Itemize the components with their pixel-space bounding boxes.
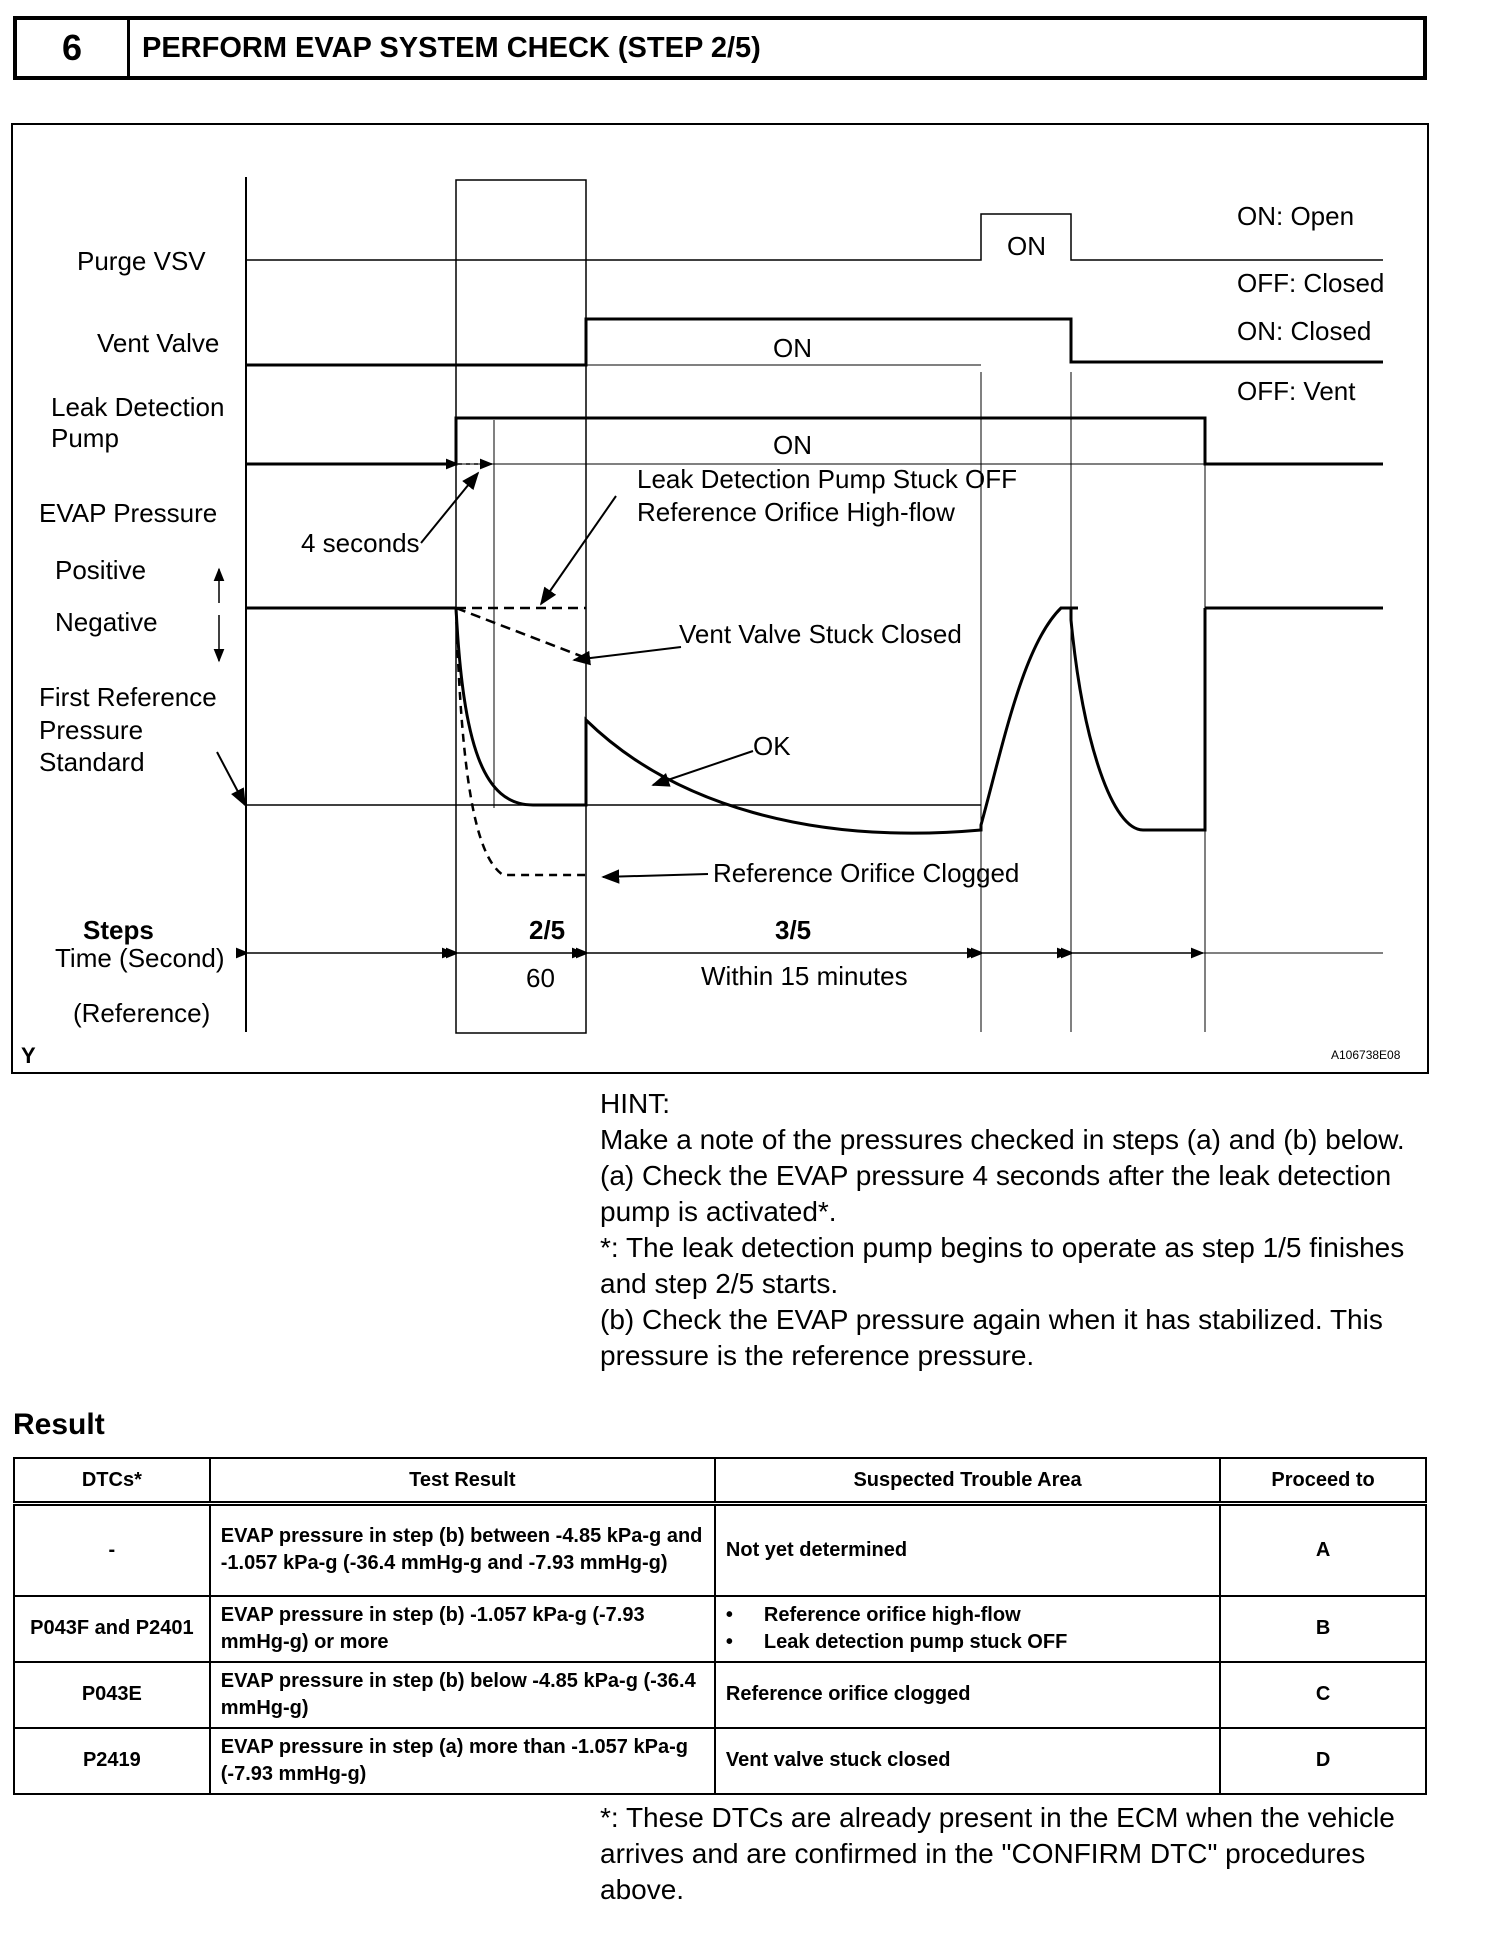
test-result-cell: EVAP pressure in step (b) -1.057 kPa-g (-7.93 mmHg-g) or more <box>210 1596 715 1662</box>
purge-off-state: OFF: Closed <box>1237 268 1385 298</box>
orifice-clogged-arrow <box>603 874 708 877</box>
purge-on-label: ON <box>1007 231 1046 261</box>
proceed-cell: A <box>1220 1504 1426 1596</box>
purge-on-state: ON: Open <box>1237 201 1355 231</box>
step-header <box>13 16 1427 80</box>
reference-label: (Reference) <box>73 998 211 1028</box>
timing-diagram <box>11 123 1429 1074</box>
vent-stuck-arrow <box>574 647 681 660</box>
table-header-row <box>14 1458 1426 1504</box>
time-60-label: 60 <box>526 963 555 993</box>
timing-diagram-svg <box>13 125 1431 1076</box>
hint-line-4: (b) Check the EVAP pressure again when it has stabilized. This pressure is the reference pressure. <box>600 1304 1383 1371</box>
hint-title: HINT: <box>600 1088 670 1119</box>
step-number: 6 <box>17 20 130 76</box>
vent-off-state: OFF: Vent <box>1237 376 1356 406</box>
trouble-area-cell: Vent valve stuck closed <box>715 1728 1220 1794</box>
table-row <box>14 1596 1426 1662</box>
header-dtcs: DTCs* <box>14 1458 210 1504</box>
within-15-label: Within 15 minutes <box>701 961 908 991</box>
hint-block <box>600 1086 1430 1374</box>
pump-stuck-off-label: Leak Detection Pump Stuck OFF <box>637 464 1018 494</box>
footnote: *: These DTCs are already present in the ECM when the vehicle arrives and are confirmed in the "CONFIRM DTC" procedures above. <box>600 1802 1395 1905</box>
proceed-cell: D <box>1220 1728 1426 1794</box>
vent-valve-signal <box>246 319 1383 365</box>
purge-vsv-label: Purge VSV <box>77 246 206 276</box>
bullet-item <box>726 1629 1209 1656</box>
result-title: Result <box>13 1408 105 1441</box>
test-result-cell: EVAP pressure in step (a) more than -1.057 kPa-g (-7.93 mmHg-g) <box>210 1728 715 1794</box>
first-reference-arrow <box>217 752 245 805</box>
purge-vsv-signal <box>246 214 1383 260</box>
step-title: PERFORM EVAP SYSTEM CHECK (STEP 2/5) <box>142 31 761 64</box>
hint-line-3: *: The leak detection pump begins to operate as step 1/5 finishes and step 2/5 starts. <box>600 1232 1405 1299</box>
figure-id: A106738E08 <box>1331 1048 1401 1062</box>
dtc-cell: P043E <box>14 1662 210 1728</box>
bullet-item <box>726 1602 1209 1629</box>
orifice-high-flow-label: Reference Orifice High-flow <box>637 497 955 527</box>
bullet-text: Leak detection pump stuck OFF <box>763 1630 1068 1653</box>
proceed-cell: B <box>1220 1596 1426 1662</box>
four-seconds-arrow <box>421 473 478 543</box>
positive-label: Positive <box>55 555 147 585</box>
step-2-label: 2/5 <box>529 915 566 945</box>
steps-label: Steps <box>83 915 154 945</box>
trouble-area-cell <box>715 1596 1220 1662</box>
time-label: Time (Second) <box>55 943 225 973</box>
dtc-cell: P2419 <box>14 1728 210 1794</box>
header-trouble-area: Suspected Trouble Area <box>715 1458 1220 1504</box>
table-row <box>14 1504 1426 1596</box>
vent-stuck-closed-trace <box>456 608 586 658</box>
vent-valve-label: Vent Valve <box>97 328 220 358</box>
pump-on-label: ON <box>773 430 812 460</box>
test-result-cell: EVAP pressure in step (b) between -4.85 kPa-g and -1.057 kPa-g (-36.4 mmHg-g and -7.93 mmHg-g) <box>210 1504 715 1596</box>
corner-y-label: Y <box>21 1043 36 1068</box>
bullet-mark: • <box>725 1603 733 1626</box>
orifice-clogged-label: Reference Orifice Clogged <box>713 858 1020 888</box>
hint-line-1: Make a note of the pressures checked in steps (a) and (b) below. <box>600 1124 1405 1155</box>
test-result-cell: EVAP pressure in step (b) below -4.85 kPa-g (-36.4 mmHg-g) <box>210 1662 715 1728</box>
dtc-cell: P043F and P2401 <box>14 1596 210 1662</box>
trouble-area-cell: Reference orifice clogged <box>715 1662 1220 1728</box>
proceed-cell: C <box>1220 1662 1426 1728</box>
ok-label: OK <box>753 731 791 761</box>
evap-pressure-label: EVAP Pressure <box>39 498 218 528</box>
table-row <box>14 1662 1426 1728</box>
ok-arrow <box>653 751 753 785</box>
pump-stuck-off-arrow <box>541 496 616 604</box>
dtc-cell: - <box>14 1504 210 1596</box>
vent-stuck-closed-label: Vent Valve Stuck Closed <box>679 619 962 649</box>
four-seconds-label: 4 seconds <box>301 528 420 558</box>
vent-on-label: ON <box>773 333 812 363</box>
bullet-text: Reference orifice high-flow <box>763 1603 1021 1626</box>
pump-signal <box>246 418 1383 464</box>
first-ref-label-1: First Reference <box>39 682 217 712</box>
vent-on-state: ON: Closed <box>1237 316 1372 346</box>
step-3-label: 3/5 <box>775 915 812 945</box>
table-row <box>14 1728 1426 1794</box>
hint-line-2: (a) Check the EVAP pressure 4 seconds after the leak detection pump is activated*. <box>600 1160 1392 1227</box>
result-table <box>13 1457 1427 1795</box>
header-proceed: Proceed to <box>1220 1458 1426 1504</box>
leak-pump-label-2: Pump <box>51 423 119 453</box>
step-2-box <box>456 180 586 1033</box>
header-test-result: Test Result <box>210 1458 715 1504</box>
orifice-clogged-trace <box>456 608 586 875</box>
leak-pump-label-1: Leak Detection <box>51 392 225 422</box>
first-ref-label-3: Standard <box>39 747 145 777</box>
trouble-area-cell: Not yet determined <box>715 1504 1220 1596</box>
negative-label: Negative <box>55 607 158 637</box>
first-ref-label-2: Pressure <box>39 715 144 745</box>
bullet-mark: • <box>725 1630 733 1653</box>
